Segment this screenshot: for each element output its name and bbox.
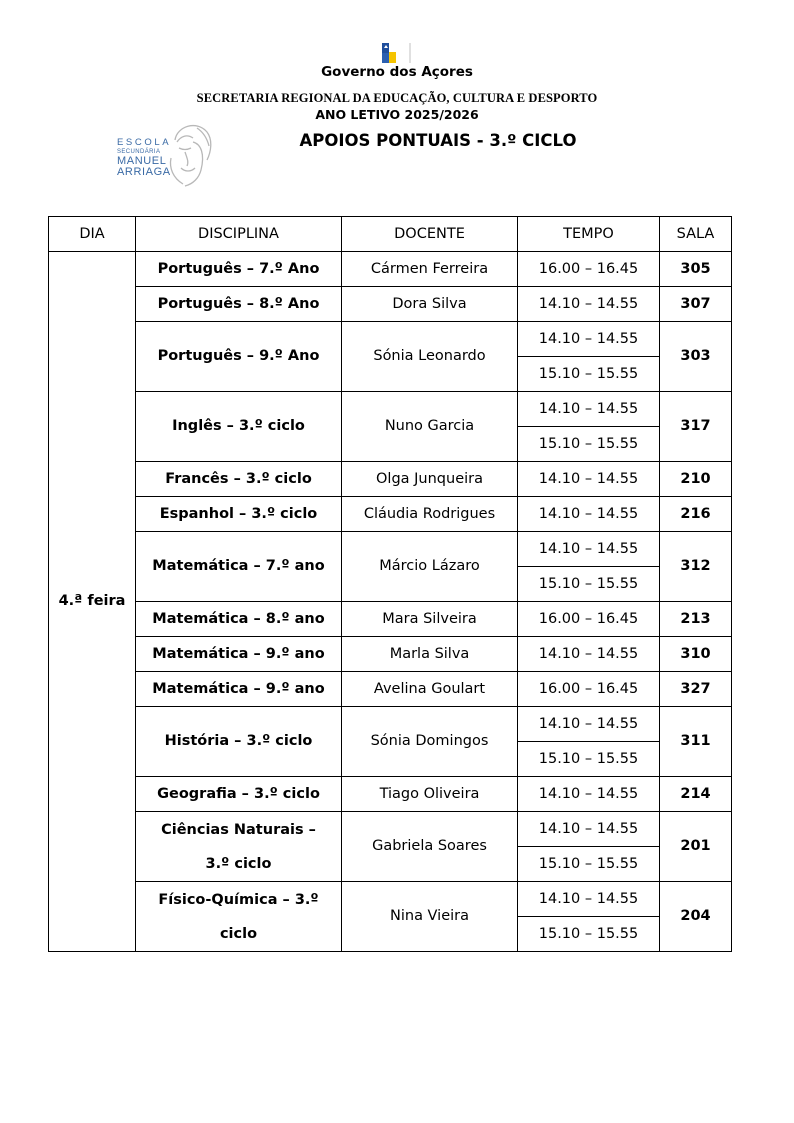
disciplina-line: ciclo [219, 925, 258, 942]
tempo-cell: 16.00 – 16.45 [518, 672, 660, 707]
tempo-cell: 15.10 – 15.55 [518, 427, 660, 462]
disciplina-cell: Português – 9.º Ano [136, 322, 342, 392]
table-row [49, 392, 732, 427]
disciplina-cell [136, 882, 342, 952]
disciplina-cell: Matemática – 9.º ano [136, 637, 342, 672]
school-line-arriaga: ARRIAGA [117, 165, 171, 178]
disciplina-cell: Matemática – 7.º ano [136, 532, 342, 602]
table-row [49, 287, 732, 322]
docente-cell: Cláudia Rodrigues [342, 497, 518, 532]
docente-cell: Sónia Leonardo [342, 322, 518, 392]
table-row [49, 882, 732, 917]
sala-cell: 312 [660, 532, 732, 602]
header-disciplina: DISCIPLINA [136, 217, 342, 252]
table-row [49, 602, 732, 637]
sala-cell: 204 [660, 882, 732, 952]
governo-name: Governo dos Açores [321, 64, 473, 80]
sala-cell: 201 [660, 812, 732, 882]
tempo-cell: 14.10 – 14.55 [518, 777, 660, 812]
sala-cell: 305 [660, 252, 732, 287]
docente-cell: Márcio Lázaro [342, 532, 518, 602]
tempo-cell: 16.00 – 16.45 [518, 602, 660, 637]
table-row [49, 497, 732, 532]
table-body [49, 252, 732, 952]
governo-acores-logo [372, 40, 422, 66]
tempo-cell: 14.10 – 14.55 [518, 287, 660, 322]
tempo-cell: 15.10 – 15.55 [518, 742, 660, 777]
sala-cell: 311 [660, 707, 732, 777]
ano-letivo: ANO LETIVO 2025/2026 [315, 107, 479, 122]
disciplina-line: 3.º ciclo [205, 855, 272, 872]
docente-cell: Marla Silva [342, 637, 518, 672]
table-row [49, 252, 732, 287]
disciplina-cell: Espanhol – 3.º ciclo [136, 497, 342, 532]
school-name [117, 138, 197, 178]
docente-cell: Nuno Garcia [342, 392, 518, 462]
tempo-cell: 15.10 – 15.55 [518, 567, 660, 602]
table-row [49, 637, 732, 672]
disciplina-cell: Português – 8.º Ano [136, 287, 342, 322]
tempo-cell: 15.10 – 15.55 [518, 357, 660, 392]
docente-cell: Avelina Goulart [342, 672, 518, 707]
table-row [49, 777, 732, 812]
disciplina-cell: Matemática – 8.º ano [136, 602, 342, 637]
table-row [49, 532, 732, 567]
docente-cell: Dora Silva [342, 287, 518, 322]
sala-cell: 210 [660, 462, 732, 497]
tempo-cell: 16.00 – 16.45 [518, 252, 660, 287]
tempo-cell: 14.10 – 14.55 [518, 497, 660, 532]
sala-cell: 310 [660, 637, 732, 672]
table-row [49, 672, 732, 707]
schedule-table [48, 216, 732, 952]
disciplina-cell [136, 812, 342, 882]
document-title: APOIOS PONTUAIS - 3.º CICLO [299, 131, 577, 150]
docente-cell: Olga Junqueira [342, 462, 518, 497]
docente-cell: Tiago Oliveira [342, 777, 518, 812]
header-sala: SALA [660, 217, 732, 252]
table-row [49, 462, 732, 497]
school-line-escola: ESCOLA [117, 137, 172, 148]
sala-cell: 317 [660, 392, 732, 462]
tempo-cell: 14.10 – 14.55 [518, 392, 660, 427]
header-docente: DOCENTE [342, 217, 518, 252]
tempo-cell: 14.10 – 14.55 [518, 462, 660, 497]
tempo-cell: 14.10 – 14.55 [518, 882, 660, 917]
school-line-secundaria: SECUNDÁRIA [117, 148, 161, 155]
sala-cell: 214 [660, 777, 732, 812]
table-row [49, 322, 732, 357]
table-row [49, 707, 732, 742]
disciplina-line: Físico-Química – 3.º [158, 891, 319, 908]
disciplina-cell: Matemática – 9.º ano [136, 672, 342, 707]
tempo-cell: 14.10 – 14.55 [518, 532, 660, 567]
sala-cell: 303 [660, 322, 732, 392]
disciplina-cell: Geografia – 3.º ciclo [136, 777, 342, 812]
sala-cell: 216 [660, 497, 732, 532]
table-header-row [49, 217, 732, 252]
tempo-cell: 14.10 – 14.55 [518, 812, 660, 847]
header-dia: DIA [49, 217, 136, 252]
tempo-cell: 14.10 – 14.55 [518, 637, 660, 672]
secretaria-title: SECRETARIA REGIONAL DA EDUCAÇÃO, CULTURA E DESPORTO [196, 91, 598, 105]
sala-cell: 307 [660, 287, 732, 322]
table-row [49, 812, 732, 847]
school-logo [117, 118, 217, 188]
sala-cell: 213 [660, 602, 732, 637]
header-tempo: TEMPO [518, 217, 660, 252]
docente-cell: Nina Vieira [342, 882, 518, 952]
disciplina-cell: História – 3.º ciclo [136, 707, 342, 777]
disciplina-cell: Francês – 3.º ciclo [136, 462, 342, 497]
docente-cell: Cármen Ferreira [342, 252, 518, 287]
dia-cell: 4.ª feira [49, 252, 136, 952]
disciplina-cell: Português – 7.º Ano [136, 252, 342, 287]
tempo-cell: 15.10 – 15.55 [518, 847, 660, 882]
docente-cell: Mara Silveira [342, 602, 518, 637]
disciplina-cell: Inglês – 3.º ciclo [136, 392, 342, 462]
disciplina-line: Ciências Naturais – [161, 821, 316, 838]
sala-cell: 327 [660, 672, 732, 707]
tempo-cell: 14.10 – 14.55 [518, 322, 660, 357]
docente-cell: Sónia Domingos [342, 707, 518, 777]
docente-cell: Gabriela Soares [342, 812, 518, 882]
tempo-cell: 14.10 – 14.55 [518, 707, 660, 742]
school-line-manuel: MANUEL [117, 154, 167, 167]
tempo-cell: 15.10 – 15.55 [518, 917, 660, 952]
